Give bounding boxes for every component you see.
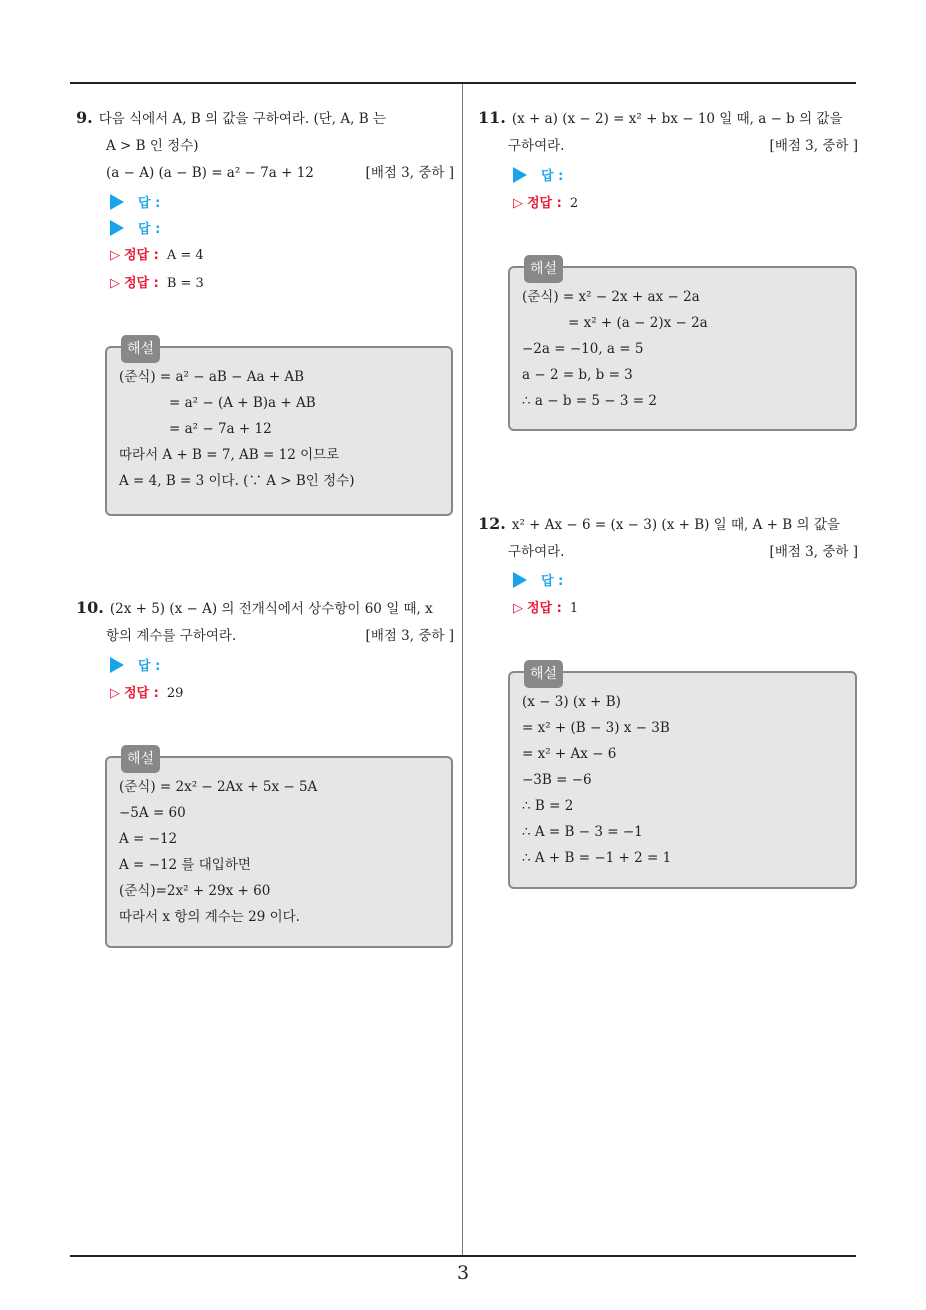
problem-9 [76,104,454,187]
outline-triangle-icon: ▷ [110,248,120,263]
play-icon [110,220,124,236]
bottom-rule [70,1255,856,1257]
page-number: 3 [456,1262,470,1284]
play-icon [110,194,124,210]
play-icon [110,657,124,673]
explanation-box: 해설 (준식) = 2x² − 2Ax + 5x − 5A −5A = 60 A = −12 A = −12 를 대입하면 (준식)=2x² + 29x + 60 따라서 x 항의 계수는 29 이다. [105,756,453,948]
score-meta: [배점 3, 중하 ] [769,544,858,560]
explanation-tag: 해설 [121,745,160,773]
question-text: (a − A) (a − B) = a² − 7a + 12 [106,165,314,181]
question-text: 구하여라. [508,138,565,154]
score-meta: [배점 3, 중하 ] [769,138,858,154]
explanation-tag: 해설 [121,335,160,363]
question-text: (x + a) (x − 2) = x² + bx − 10 일 때, a − b 의 값을 [511,111,843,127]
problem-number: 11. [478,108,506,127]
outline-triangle-icon: ▷ [513,601,523,616]
problem-11 [478,104,858,160]
play-icon [513,167,527,183]
outline-triangle-icon: ▷ [110,276,120,291]
explanation-tag: 해설 [524,255,563,283]
explanation-box: 해설 (x − 3) (x + B) = x² + (B − 3) x − 3B = x² + Ax − 6 −3B = −6 ∴ B = 2 ∴ A = B − 3 = −1 ∴ A + B = −1 + 2 = 1 [508,671,857,889]
solution-line: ▷ 정답 : A = 4 [110,248,204,263]
problem-number: 9. [76,108,93,127]
question-text: 다음 식에서 A, B 의 값을 구하여라. (단, A, B 는 [98,111,386,127]
question-text: (2x + 5) (x − A) 의 전개식에서 상수항이 60 일 때, x [109,601,433,617]
solution-line: ▷ 정답 : B = 3 [110,276,204,291]
solution-line: ▷ 정답 : 1 [513,601,579,616]
solution-line: ▷ 정답 : 29 [110,686,184,701]
play-icon [513,572,527,588]
question-text: 항의 계수를 구하여라. [106,628,237,644]
problem-12 [478,510,858,566]
answer-line: 답 : [110,218,160,237]
question-text: x² + Ax − 6 = (x − 3) (x + B) 일 때, A + B 의 값을 [511,517,840,533]
outline-triangle-icon: ▷ [110,686,120,701]
column-divider [462,84,463,1256]
problem-number: 12. [478,514,506,533]
explanation-box: 해설 (준식) = x² − 2x + ax − 2a = x² + (a − 2)x − 2a −2a = −10, a = 5 a − 2 = b, b = 3 ∴ a − b = 5 − 3 = 2 [508,266,857,431]
problem-number: 10. [76,598,104,617]
question-text: 구하여라. [508,544,565,560]
outline-triangle-icon: ▷ [513,196,523,211]
top-rule [70,82,856,84]
answer-line: 답 : [513,165,563,184]
answer-line: 답 : [513,570,563,589]
answer-line: 답 : [110,655,160,674]
problem-10 [76,594,454,650]
question-text: A > B 인 정수) [106,138,199,154]
score-meta: [배점 3, 중하 ] [365,165,454,181]
explanation-box: 해설 (준식) = a² − aB − Aa + AB = a² − (A + B)a + AB = a² − 7a + 12 따라서 A + B = 7, AB = 12 이므로 A = 4, B = 3 이다. (∵ A > B인 정수) [105,346,453,516]
answer-line: 답 : [110,192,160,211]
solution-line: ▷ 정답 : 2 [513,196,579,211]
score-meta: [배점 3, 중하 ] [365,628,454,644]
explanation-tag: 해설 [524,660,563,688]
